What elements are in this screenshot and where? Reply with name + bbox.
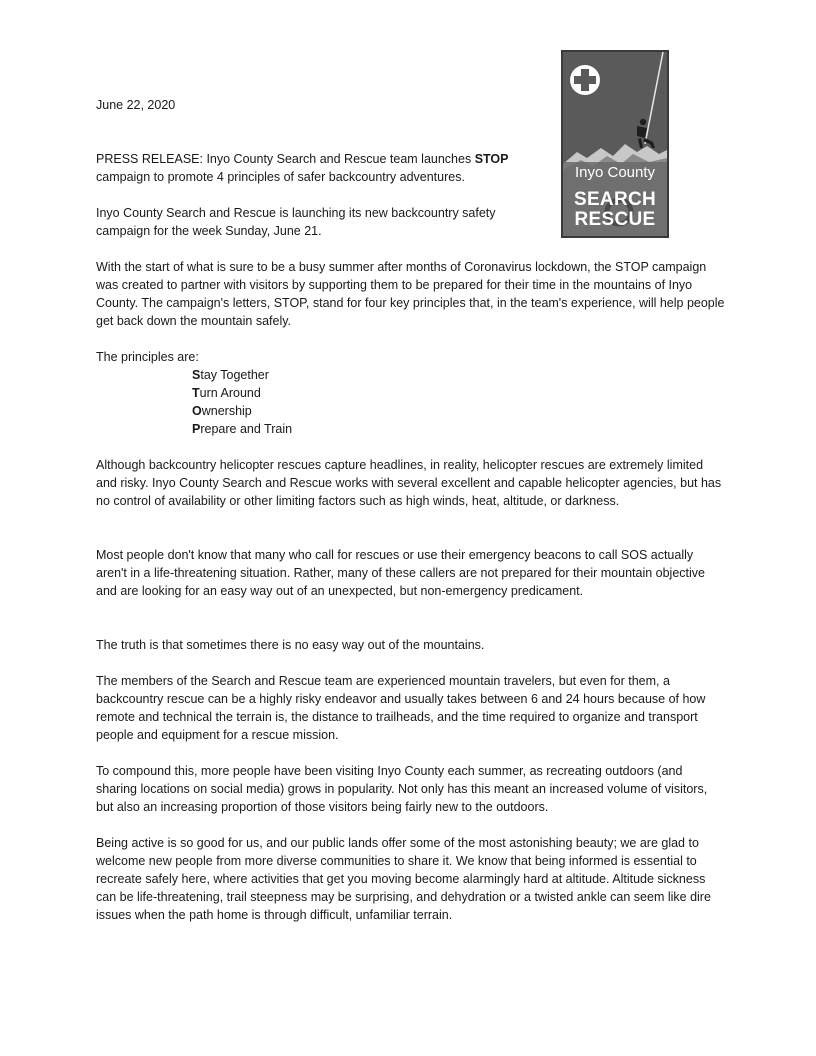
- logo-county-text: Inyo County: [574, 164, 656, 181]
- principle-stay-together: Stay Together: [192, 368, 269, 382]
- press-release-headline: [96, 150, 541, 186]
- helicopter-paragraph: Although backcountry helicopter rescues capture headlines, in reality, helicopter rescues are extremely limited and risky. Inyo County Search and Rescue works with several excellent and capable helicopter agencies, but has no control of availability or other limiting factors such as high winds, heat, altitude, or darkness.: [96, 458, 722, 508]
- headline-text-end: campaign to promote 4 principles of safer backcountry adventures.: [96, 170, 465, 184]
- being-active-paragraph: Being active is so good for us, and our public lands offer some of the most astonishing beauty; we are glad to welcome new people from more diverse communities to share it. We know that being informed is essential to recreate safely here, where activities that get you moving become alarmingly hard at altitude. Altitude sickness can be life-threatening, trail steepness may be surprising, and dehydration or a twisted ankle can seem like dire issues when the path home is through difficult, unfamiliar terrain.: [96, 836, 711, 922]
- principles-list: [192, 366, 292, 438]
- logo-rescue-text: RESCUE: [574, 209, 656, 230]
- compound-paragraph: To compound this, more people have been visiting Inyo County each summer, as recreating outdoors (and sharing locations on social media) grows in popularity. Not only has this meant an increased volume of visitors, but also an increasing proportion of those visitors being fairly new to the outdoors.: [96, 764, 708, 814]
- principle-ownership: Ownership: [192, 404, 252, 418]
- truth-paragraph: The truth is that sometimes there is no easy way out of the mountains.: [96, 638, 485, 652]
- principle-turn-around: Turn Around: [192, 386, 261, 400]
- release-date: June 22, 2020: [96, 98, 176, 112]
- principles-intro: The principles are:: [96, 350, 199, 364]
- members-paragraph: The members of the Search and Rescue team are experienced mountain travelers, but even for them, a backcountry rescue can be a highly risky endeavor and usually takes between 6 and 24 hours because of how remote and technical the terrain is, the distance to trailheads, and the time required to organize and transport people and equipment for a rescue mission.: [96, 674, 706, 742]
- search-rescue-logo: [561, 50, 669, 238]
- headline-stop-bold: STOP: [474, 152, 509, 166]
- logo-search-text: SEARCH: [573, 189, 657, 210]
- most-people-paragraph: Most people don't know that many who call for rescues or use their emergency beacons to call SOS actually aren't in a life-threatening situation. Rather, many of these callers are not prepared for their mountain objective and are looking for an easy way out of an unexpected, but non-emergency predicament.: [96, 548, 705, 598]
- stop-campaign-paragraph: With the start of what is sure to be a busy summer after months of Coronavirus lockdown, the STOP campaign was created to partner with visitors by supporting them to be prepared for their time in the mountains of Inyo County. The campaign's letters, STOP, stand for four key principles that, in the team's experience, will help people get back down the mountain safely.: [96, 260, 725, 328]
- intro-paragraph: Inyo County Search and Rescue is launching its new backcountry safety campaign for the week Sunday, June 21.: [96, 206, 496, 238]
- headline-text-start: PRESS RELEASE: Inyo County Search and Rescue team launches: [96, 152, 475, 166]
- principle-prepare-train: Prepare and Train: [192, 422, 293, 436]
